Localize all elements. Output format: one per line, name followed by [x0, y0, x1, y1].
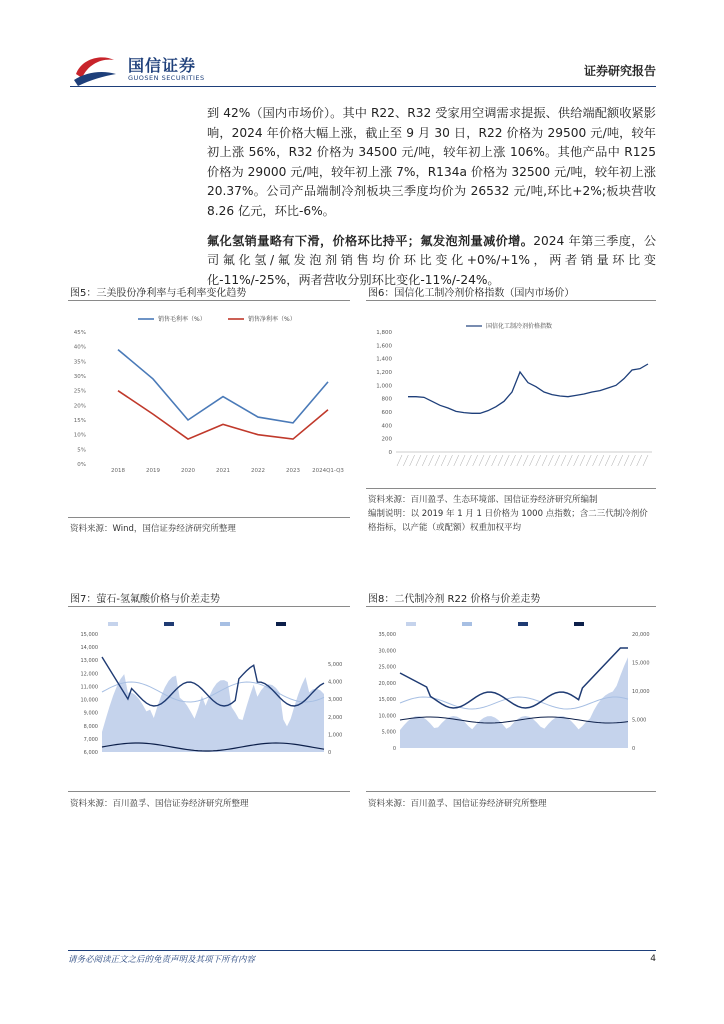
x-tick-label: 2022: [251, 468, 265, 474]
x-tick-label: 2019: [146, 468, 160, 474]
x-tick-mark: [454, 455, 459, 466]
fig5-bottom-rule: [68, 517, 350, 518]
page-number: 4: [650, 954, 656, 964]
y-left-tick-label: 0: [392, 746, 396, 752]
legend-swatch-1: [462, 622, 472, 626]
y-tick-label: 0: [388, 450, 392, 456]
y-left-tick-label: 13,000: [80, 658, 98, 665]
fig5-source: 资料来源：Wind，国信证券经济研究所整理: [70, 524, 236, 534]
y-tick-label: 1,600: [376, 343, 392, 350]
fig7-bottom-rule: [68, 791, 350, 792]
x-tick-mark: [624, 455, 629, 466]
y-right-tick-label: 4,000: [328, 679, 343, 686]
fig8-title: 图8：二代制冷剂 R22 价格与价差走势: [368, 594, 541, 605]
fig7-top-rule: [68, 606, 350, 607]
y-tick-label: 1,400: [376, 356, 392, 363]
y-tick-label: 1,200: [376, 370, 392, 376]
y-left-tick-label: 35,000: [378, 632, 396, 638]
y-left-tick-label: 7,000: [83, 736, 98, 743]
y-left-tick-label: 10,000: [378, 713, 396, 720]
x-tick-mark: [630, 455, 635, 466]
logo-text: 国信证券: [128, 56, 197, 75]
x-tick-label: 2024Q1-Q3: [312, 468, 344, 474]
x-tick-mark: [504, 455, 509, 466]
x-tick-mark: [473, 455, 478, 466]
fig7-source: 资料来源：百川盈孚、国信证券经济研究所整理: [70, 799, 249, 809]
paragraph-2-lead: 氟化氢销量略有下滑，价格环比持平；氟发泡剂量减价增。: [207, 233, 534, 248]
y-left-tick-label: 20,000: [378, 680, 396, 687]
x-tick-mark: [397, 455, 402, 466]
footer-disclaimer: 请务必阅读正文之后的免责声明及其项下所有内容: [68, 955, 256, 965]
x-tick-mark: [580, 455, 585, 466]
footer-divider: [68, 950, 656, 951]
paragraph-2-text: 2024 年第三季度，公司氟化氢/氟发泡剂销售均价环比变化+0%/+1%，两者销量环比变化-11%/-25%，两者营收分别环比变化-11%/-24%。: [207, 233, 657, 287]
y-tick-label: 0%: [77, 462, 86, 468]
legend-swatch-2: [518, 622, 528, 626]
y-right-tick-label: 0: [328, 750, 332, 756]
x-tick-mark: [567, 455, 572, 466]
y-left-tick-label: 5,000: [381, 729, 396, 736]
y-right-tick-label: 15,000: [632, 660, 650, 667]
y-tick-label: 40%: [73, 344, 86, 351]
y-tick-label: 10%: [73, 432, 86, 439]
y-right-tick-label: 5,000: [328, 662, 343, 668]
x-tick-mark: [637, 455, 642, 466]
spread-area: [102, 674, 324, 752]
legend-swatch-3: [574, 622, 584, 626]
y-left-tick-label: 25,000: [378, 664, 396, 671]
x-tick-mark: [517, 455, 522, 466]
x-tick-mark: [548, 455, 553, 466]
x-tick-mark: [479, 455, 484, 466]
fig8-bottom-rule: [366, 791, 656, 792]
legend-swatch-0: [108, 622, 118, 626]
x-tick-mark: [529, 455, 534, 466]
y-left-tick-label: 14,000: [80, 645, 98, 652]
y-left-tick-label: 8,000: [83, 723, 98, 730]
header-divider: [70, 86, 656, 87]
x-tick-mark: [466, 455, 471, 466]
y-right-tick-label: 5,000: [632, 717, 647, 724]
y-tick-label: 30%: [73, 374, 86, 380]
x-tick-label: 2020: [181, 468, 195, 474]
x-tick-mark: [593, 455, 598, 466]
fig6-note: 编制说明：以 2019 年 1 月 1 日价格为 1000 点指数；含二三代制冷剂价格指标，以产能（或配额）权重加权平均: [368, 509, 648, 533]
y-right-tick-label: 1,000: [328, 732, 343, 739]
y-tick-label: 20%: [73, 403, 86, 410]
x-tick-mark: [429, 455, 434, 466]
series-line-1: [118, 391, 328, 439]
y-left-tick-label: 12,000: [80, 671, 98, 678]
y-tick-label: 200: [381, 436, 392, 443]
x-tick-mark: [410, 455, 415, 466]
spread-area: [400, 657, 628, 748]
x-tick-mark: [492, 455, 497, 466]
x-tick-mark: [561, 455, 566, 466]
fig6-bottom-rule: [366, 488, 656, 489]
y-left-tick-label: 10,000: [80, 697, 98, 704]
x-tick-mark: [498, 455, 503, 466]
fig7-chart: [68, 610, 350, 770]
y-tick-label: 1,000: [376, 383, 392, 390]
legend-swatch-1: [164, 622, 174, 626]
paragraph-2: [207, 232, 656, 291]
y-tick-label: 600: [381, 410, 392, 416]
fig6-top-rule: [366, 300, 656, 301]
y-tick-label: 45%: [73, 330, 86, 336]
guosen-logo-icon: [72, 52, 118, 86]
legend-swatch-2: [220, 622, 230, 626]
legend-label-0: 销售毛利率（%）: [158, 316, 206, 323]
x-tick-mark: [403, 455, 408, 466]
y-right-tick-label: 0: [632, 746, 636, 752]
x-tick-mark: [422, 455, 427, 466]
y-left-tick-label: 15,000: [80, 632, 98, 638]
y-right-tick-label: 3,000: [328, 697, 343, 704]
x-tick-mark: [460, 455, 465, 466]
x-tick-mark: [523, 455, 528, 466]
x-tick-mark: [511, 455, 516, 466]
x-tick-mark: [611, 455, 616, 466]
x-tick-mark: [416, 455, 421, 466]
x-tick-mark: [485, 455, 490, 466]
y-tick-label: 400: [381, 423, 392, 430]
x-tick-mark: [555, 455, 560, 466]
x-tick-mark: [643, 455, 648, 466]
y-left-tick-label: 30,000: [378, 648, 396, 655]
y-tick-label: 35%: [73, 359, 86, 366]
x-tick-mark: [574, 455, 579, 466]
fig6-chart: [366, 304, 656, 484]
fig8-top-rule: [366, 606, 656, 607]
x-tick-mark: [542, 455, 547, 466]
fig8-source: 资料来源：百川盈孚、国信证券经济研究所整理: [368, 799, 547, 809]
y-right-tick-label: 2,000: [328, 714, 343, 721]
y-left-tick-label: 15,000: [378, 697, 396, 704]
logo-subtitle: GUOSEN SECURITIES: [128, 74, 205, 82]
x-tick-mark: [605, 455, 610, 466]
body-text: [207, 104, 656, 290]
x-tick-label: 2021: [216, 468, 230, 474]
legend-swatch-0: [406, 622, 416, 626]
r22-price-line: [400, 648, 628, 708]
index-line: [408, 364, 648, 413]
fig5-title: 图5：三美股份净利率与毛利率变化趋势: [70, 288, 247, 299]
fig6-source: 资料来源：百川盈孚、生态环境部、国信证券经济研究所编制: [368, 495, 598, 505]
y-left-tick-label: 9,000: [83, 710, 98, 717]
fig8-chart: [366, 610, 656, 770]
y-left-tick-label: 6,000: [83, 750, 98, 756]
report-type: 证券研究报告: [583, 64, 656, 78]
legend-label: 国信化工制冷剂价格指数: [486, 323, 553, 330]
fig5-top-rule: [68, 300, 350, 301]
y-right-tick-label: 20,000: [632, 632, 650, 638]
x-tick-label: 2018: [111, 468, 125, 474]
y-tick-label: 25%: [73, 388, 86, 395]
fig6-title: 图6：国信化工制冷剂价格指数（国内市场价）: [368, 288, 575, 299]
y-tick-label: 1,800: [376, 330, 392, 336]
x-tick-mark: [441, 455, 446, 466]
y-tick-label: 15%: [73, 418, 86, 424]
x-tick-mark: [435, 455, 440, 466]
x-tick-label: 2023: [286, 468, 300, 474]
x-tick-mark: [586, 455, 591, 466]
y-left-tick-label: 11,000: [80, 684, 98, 691]
paragraph-1: 到 42%（国内市场价）。其中 R22、R32 受家用空调需求提振、供给端配额收紧影响，2024 年价格大幅上涨，截止至 9 月 30 日，R22 价格为 29500 元/吨，较年初上涨 56%，R32 价格为 34500 元/吨，较年初上涨 106%。其他产品中 R125 价格为 29000 元/吨，较年初上涨 7%，R134a 价格为 32500 元/吨，较年初上涨 20.37%。公司产品端制冷剂板块三季度均价为 26532 元/吨,环比+2%;板块营收 8.26 亿元，环比-6%。: [207, 106, 656, 218]
x-tick-mark: [599, 455, 604, 466]
y-tick-label: 800: [381, 396, 392, 403]
y-tick-label: 5%: [77, 447, 86, 454]
x-tick-mark: [618, 455, 623, 466]
legend-swatch-3: [276, 622, 286, 626]
legend-label-1: 销售净利率（%）: [248, 316, 296, 323]
y-right-tick-label: 10,000: [632, 689, 650, 695]
fig7-title: 图7：萤石-氢氟酸价格与价差走势: [70, 594, 220, 605]
x-tick-mark: [536, 455, 541, 466]
fig5-chart: [68, 304, 350, 484]
x-tick-mark: [447, 455, 452, 466]
